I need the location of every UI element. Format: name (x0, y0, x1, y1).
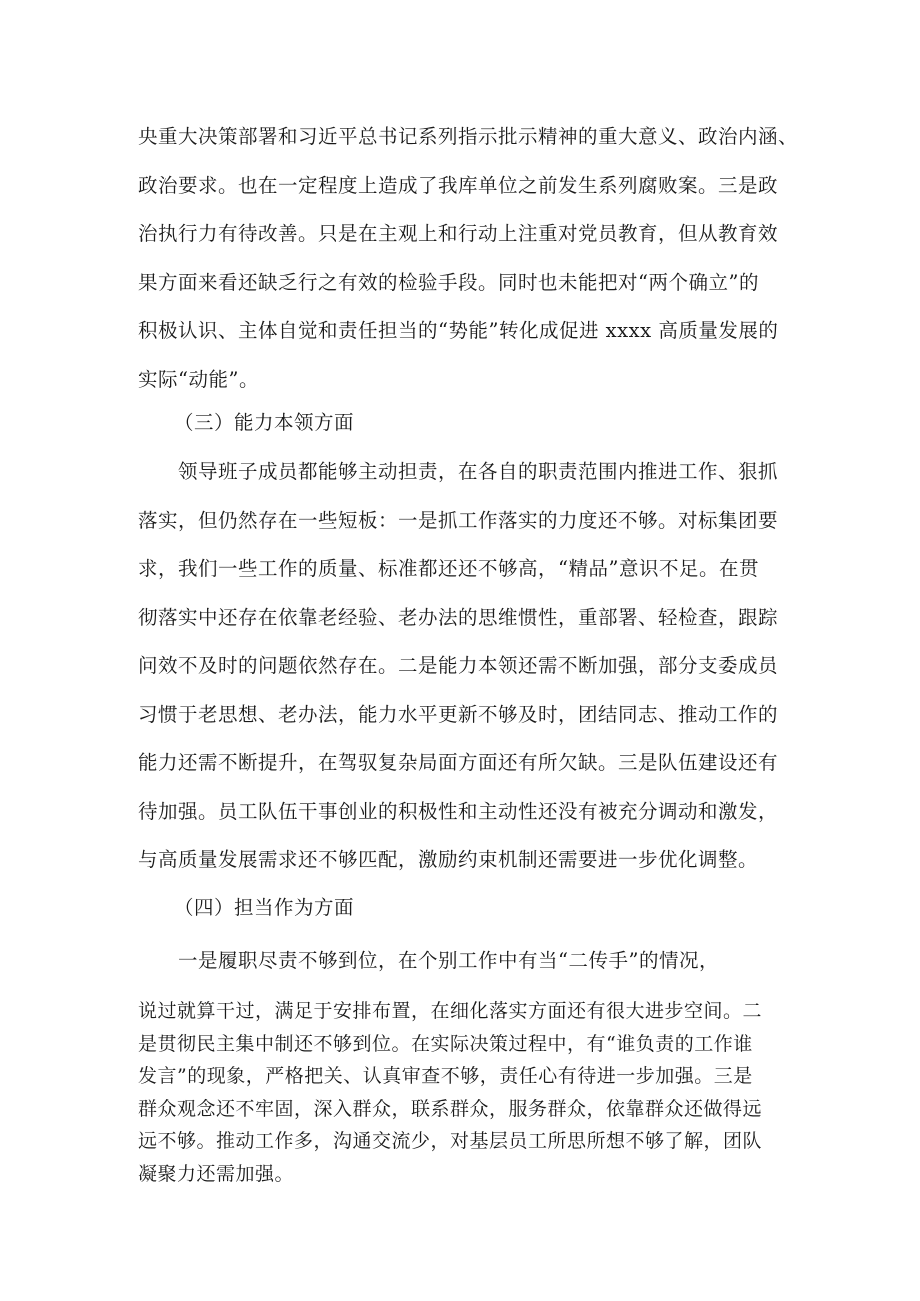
paragraph-line: 一是履职尽责不够到位，在个别工作中有当“二传手”的情况， (178, 949, 719, 972)
paragraph-line: 积极认识、主体自觉和责任担当的“势能”转化成促进 xxxx 高质量发展的 (138, 319, 779, 342)
paragraph-line: 习惯于老思想、老办法，能力水平更新不够及时，团结同志、推动工作的 (138, 702, 779, 726)
paragraph-line: 央重大决策部署和习近平总书记系列指示批示精神的重大意义、政治内涵、 (138, 125, 799, 148)
paragraph-line: 实际“动能”。 (138, 367, 259, 391)
paragraph-capability (138, 448, 788, 885)
section-heading: （四）担当作为方面 (174, 896, 355, 919)
paragraph-political-execution (138, 113, 799, 404)
paragraph-line: 政治要求。也在一定程度上造成了我库单位之前发生系列腐败案。三是政 (138, 173, 779, 197)
paragraph-line: 问效不及时的问题依然存在。二是能力本领还需不断加强，部分支委成员 (138, 654, 779, 677)
paragraph-line: 发言”的现象，严格把关、认真审查不够，责任心有待进一步加强。三是 (138, 1065, 753, 1087)
paragraph-line: 待加强。员工队伍干事创业的积极性和主动性还没有被充分调动和激发， (138, 799, 779, 823)
paragraph-responsibility-first-line (138, 937, 788, 986)
paragraph-line: 与高质量发展需求还不够匹配，激励约束机制还需要进一步优化调整。 (138, 848, 759, 871)
paragraph-line: 彻落实中还存在依靠老经验、老办法的思维惯性，重部署、轻检查，跟踪 (138, 605, 779, 629)
paragraph-line: 是贯彻民主集中制还不够到位。在实际决策过程中，有“谁负责的工作谁 (138, 1032, 753, 1055)
paragraph-line: 凝聚力还需加强。 (138, 1162, 295, 1185)
paragraph-line: 求，我们一些工作的质量、标准都还还不够高，“精品”意识不足。在贯 (138, 557, 759, 580)
paragraph-line: 领导班子成员都能够主动担责，在各自的职责范围内推进工作、狠抓 (178, 460, 779, 483)
section-heading-responsibility (174, 884, 824, 933)
paragraph-line: 果方面来看还缺乏行之有效的检验手段。同时也未能把对“两个确立”的 (138, 270, 759, 294)
paragraph-line: 群众观念还不牢固，深入群众，联系群众，服务群众，依靠群众还做得远 (138, 1097, 763, 1120)
paragraph-line: 远不够。推动工作多，沟通交流少，对基层员工所思所想不够了解，团队 (138, 1130, 763, 1152)
section-heading: （三）能力本领方面 (174, 411, 355, 434)
paragraph-line: 说过就算干过，满足于安排布置，在细化落实方面还有很大进步空间。二 (138, 1000, 763, 1022)
paragraph-line: 治执行力有待改善。只是在主观上和行动上注重对党员教育，但从教育效 (138, 222, 779, 245)
paragraph-line: 落实，但仍然存在一些短板：一是抓工作落实的力度还不够。对标集团要 (138, 508, 779, 532)
paragraph-line: 能力还需不断提升，在驾驭复杂局面方面还有所欠缺。三是队伍建设还有 (138, 751, 779, 774)
paragraph-responsibility (138, 995, 788, 1190)
section-heading-capability (174, 399, 824, 448)
